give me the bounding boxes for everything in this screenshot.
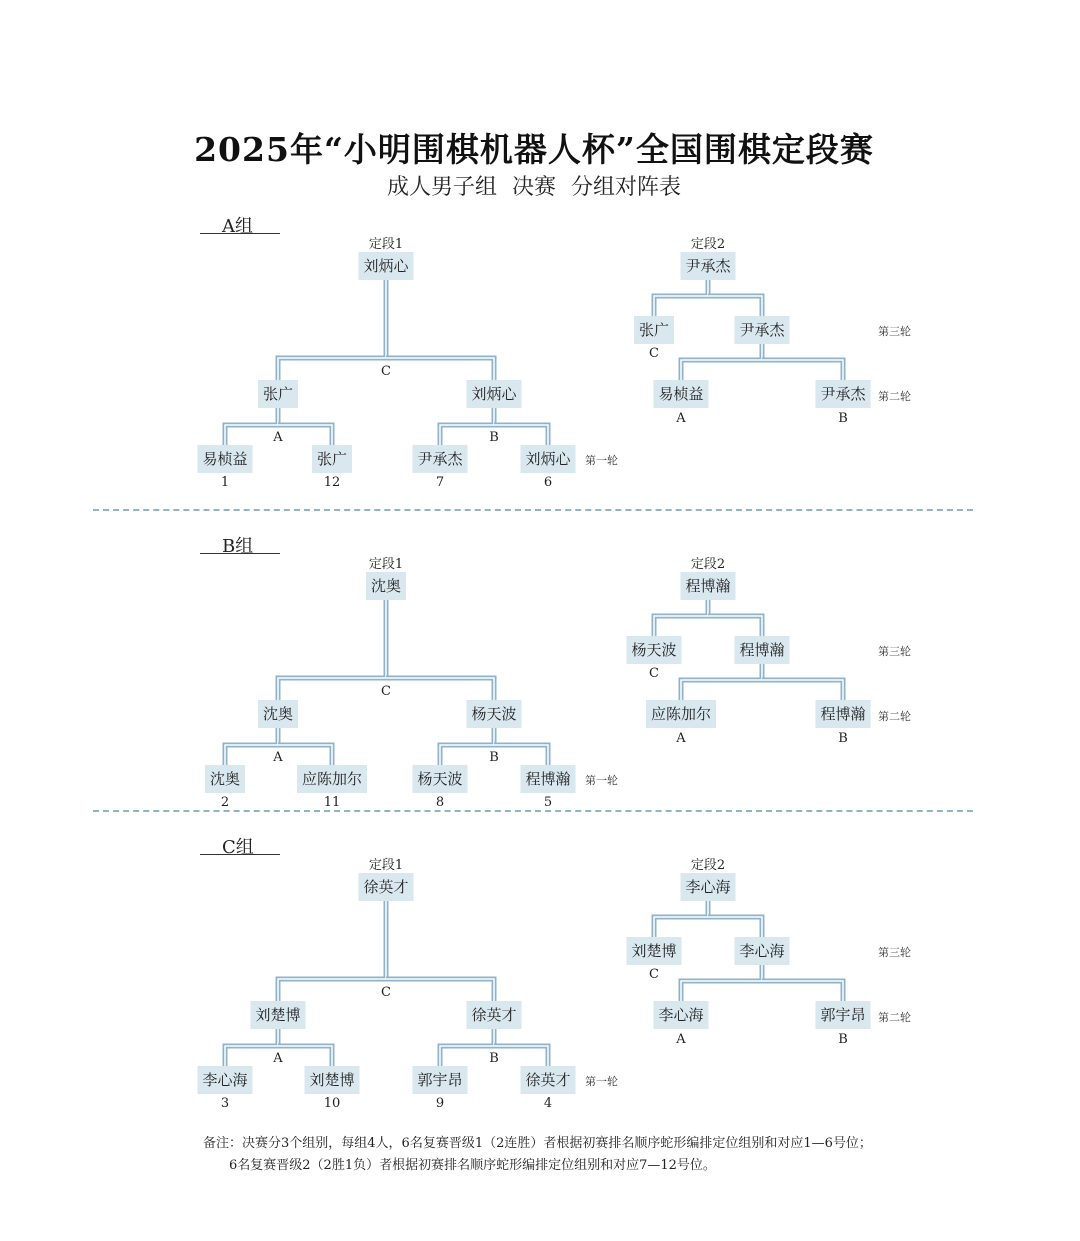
player-box: 程博瀚 [520, 765, 575, 793]
bracket-line [440, 1029, 494, 1066]
bracket-line-inner [386, 979, 494, 1001]
seed-number: 12 [323, 475, 341, 490]
bracket-line-inner [494, 745, 548, 765]
player-box-winner: 尹承杰 [680, 252, 735, 280]
bracket-line-inner [494, 425, 548, 445]
bracket-line-inner [278, 280, 386, 380]
bracket-line [386, 358, 494, 380]
bracket-line [681, 664, 762, 700]
seed-number: 10 [323, 1096, 341, 1111]
round-label: 第三轮 [878, 645, 911, 658]
player-box: 杨天波 [626, 636, 681, 664]
player-box-winner: 程博瀚 [680, 572, 735, 600]
bracket-line-inner [386, 358, 494, 380]
bracket-line [654, 600, 708, 636]
bracket-line-inner [708, 917, 762, 937]
slot-label: 定段1 [368, 237, 404, 252]
slot-label: 定段1 [368, 858, 404, 873]
bracket-line-inner [386, 678, 494, 700]
bracket-letter: B [489, 750, 499, 765]
player-box-semi: 张广 [258, 380, 298, 408]
page-title: 2025年“小明围棋机器人杯”全国围棋定段赛 [194, 130, 874, 169]
bracket-line-inner [278, 600, 386, 700]
player-box: 应陈加尔 [297, 765, 367, 793]
round-label: 第二轮 [878, 710, 911, 723]
player-box: 刘楚博 [626, 937, 681, 965]
footnote [203, 1133, 872, 1177]
player-box-winner: 李心海 [680, 873, 735, 901]
round-label: 第二轮 [878, 390, 911, 403]
player-box: 刘楚博 [304, 1066, 359, 1094]
player-box: 程博瀚 [815, 700, 870, 728]
bracket-letter: A [676, 731, 686, 746]
bracket-line [708, 616, 762, 636]
bracket-line [225, 408, 278, 445]
player-box-semi: 沈奥 [258, 700, 298, 728]
player-box-semi: 刘炳心 [466, 380, 521, 408]
bracket-line-inner [762, 680, 843, 700]
bracket-letter: C [381, 985, 391, 1000]
bracket-line [654, 280, 708, 316]
seed-number: 11 [323, 795, 341, 810]
bracket-line [278, 600, 386, 700]
footnote-line-1: 备注：决赛分3个组别，每组4人，6名复赛晋级1（2连胜）者根据初赛排名顺序蛇形编排定位组别和对应1—6号位； [203, 1136, 872, 1151]
slot-label: 定段2 [690, 858, 726, 873]
seed-number: 6 [543, 475, 553, 490]
group-divider [93, 810, 973, 812]
player-box: 张广 [634, 316, 674, 344]
player-box: 李心海 [734, 937, 789, 965]
player-box-winner: 徐英才 [358, 873, 413, 901]
bracket-line-inner [494, 1046, 548, 1066]
round-label: 第三轮 [878, 946, 911, 959]
bracket-line [386, 678, 494, 700]
footnote-line-2: 6名复赛晋级2（2胜1负）者根据初赛排名顺序蛇形编排定位组别和对应7—12号位。 [229, 1158, 716, 1173]
bracket-letter: B [838, 1032, 848, 1047]
bracket-line [386, 979, 494, 1001]
player-box: 易桢益 [653, 380, 708, 408]
seed-number: 5 [543, 795, 553, 810]
player-box: 郭宇昂 [815, 1001, 870, 1029]
slot-label: 定段2 [690, 237, 726, 252]
slot-label: 定段1 [368, 557, 404, 572]
bracket-line-inner [762, 981, 843, 1001]
bracket-letter: A [273, 1051, 283, 1066]
bracket-line-inner [278, 425, 332, 445]
seed-number: 2 [220, 795, 230, 810]
bracket-line [708, 917, 762, 937]
bracket-line-inner [708, 616, 762, 636]
player-box-semi: 刘楚博 [250, 1001, 305, 1029]
seed-number: 3 [220, 1096, 230, 1111]
group-label: B组 [200, 532, 280, 554]
group-label: C组 [200, 833, 280, 855]
group-label: A组 [200, 212, 280, 234]
bracket-line [225, 1029, 278, 1066]
bracket-line [762, 680, 843, 700]
bracket-line-inner [278, 901, 386, 1001]
player-box: 徐英才 [520, 1066, 575, 1094]
seed-number: 9 [435, 1096, 445, 1111]
bracket-letter: C [649, 967, 659, 982]
round-label: 第一轮 [585, 774, 618, 787]
round-label: 第三轮 [878, 325, 911, 338]
bracket-line-inner [708, 296, 762, 316]
player-box: 杨天波 [412, 765, 467, 793]
bracket-line [654, 901, 708, 937]
bracket-line [681, 344, 762, 380]
group-block [0, 532, 1080, 832]
bracket-letter: C [381, 684, 391, 699]
round-label: 第一轮 [585, 454, 618, 467]
bracket-line [681, 965, 762, 1001]
bracket-line [440, 728, 494, 765]
player-box: 程博瀚 [734, 636, 789, 664]
bracket-letter: B [838, 731, 848, 746]
bracket-letter: A [273, 430, 283, 445]
player-box: 郭宇昂 [412, 1066, 467, 1094]
player-box: 易桢益 [197, 445, 252, 473]
player-box: 李心海 [197, 1066, 252, 1094]
bracket-line [278, 280, 386, 380]
bracket-line [708, 296, 762, 316]
player-box: 尹承杰 [412, 445, 467, 473]
player-box-semi: 杨天波 [466, 700, 521, 728]
bracket-line [494, 1046, 548, 1066]
seed-number: 8 [435, 795, 445, 810]
page-subtitle: 成人男子组 决赛 分组对阵表 [387, 175, 681, 200]
seed-number: 1 [220, 475, 230, 490]
bracket-line-inner [278, 1046, 332, 1066]
player-box: 应陈加尔 [646, 700, 716, 728]
bracket-letter: A [676, 411, 686, 426]
bracket-letter: C [649, 346, 659, 361]
bracket-line [278, 1046, 332, 1066]
bracket-line [278, 901, 386, 1001]
bracket-line [494, 425, 548, 445]
player-box: 刘炳心 [520, 445, 575, 473]
slot-label: 定段2 [690, 557, 726, 572]
bracket-line [762, 981, 843, 1001]
bracket-line [278, 425, 332, 445]
player-box: 李心海 [653, 1001, 708, 1029]
round-label: 第二轮 [878, 1011, 911, 1024]
bracket-line [440, 408, 494, 445]
bracket-letter: A [676, 1032, 686, 1047]
group-block [0, 833, 1080, 1133]
bracket-line-inner [762, 360, 843, 380]
seed-number: 7 [435, 475, 445, 490]
round-label: 第一轮 [585, 1075, 618, 1088]
bracket-letter: B [489, 430, 499, 445]
player-box: 沈奥 [205, 765, 245, 793]
player-box-winner: 刘炳心 [358, 252, 413, 280]
bracket-line [278, 745, 332, 765]
bracket-letter: C [381, 364, 391, 379]
player-box-winner: 沈奥 [366, 572, 406, 600]
bracket-line [225, 728, 278, 765]
bracket-letter: C [649, 666, 659, 681]
group-divider [93, 509, 973, 511]
bracket-letter: A [273, 750, 283, 765]
bracket-line [494, 745, 548, 765]
bracket-letter: B [489, 1051, 499, 1066]
bracket-line-inner [278, 745, 332, 765]
bracket-letter: B [838, 411, 848, 426]
player-box: 张广 [312, 445, 352, 473]
player-box: 尹承杰 [815, 380, 870, 408]
player-box: 尹承杰 [734, 316, 789, 344]
player-box-semi: 徐英才 [466, 1001, 521, 1029]
bracket-line [762, 360, 843, 380]
seed-number: 4 [543, 1096, 553, 1111]
group-block [0, 212, 1080, 512]
